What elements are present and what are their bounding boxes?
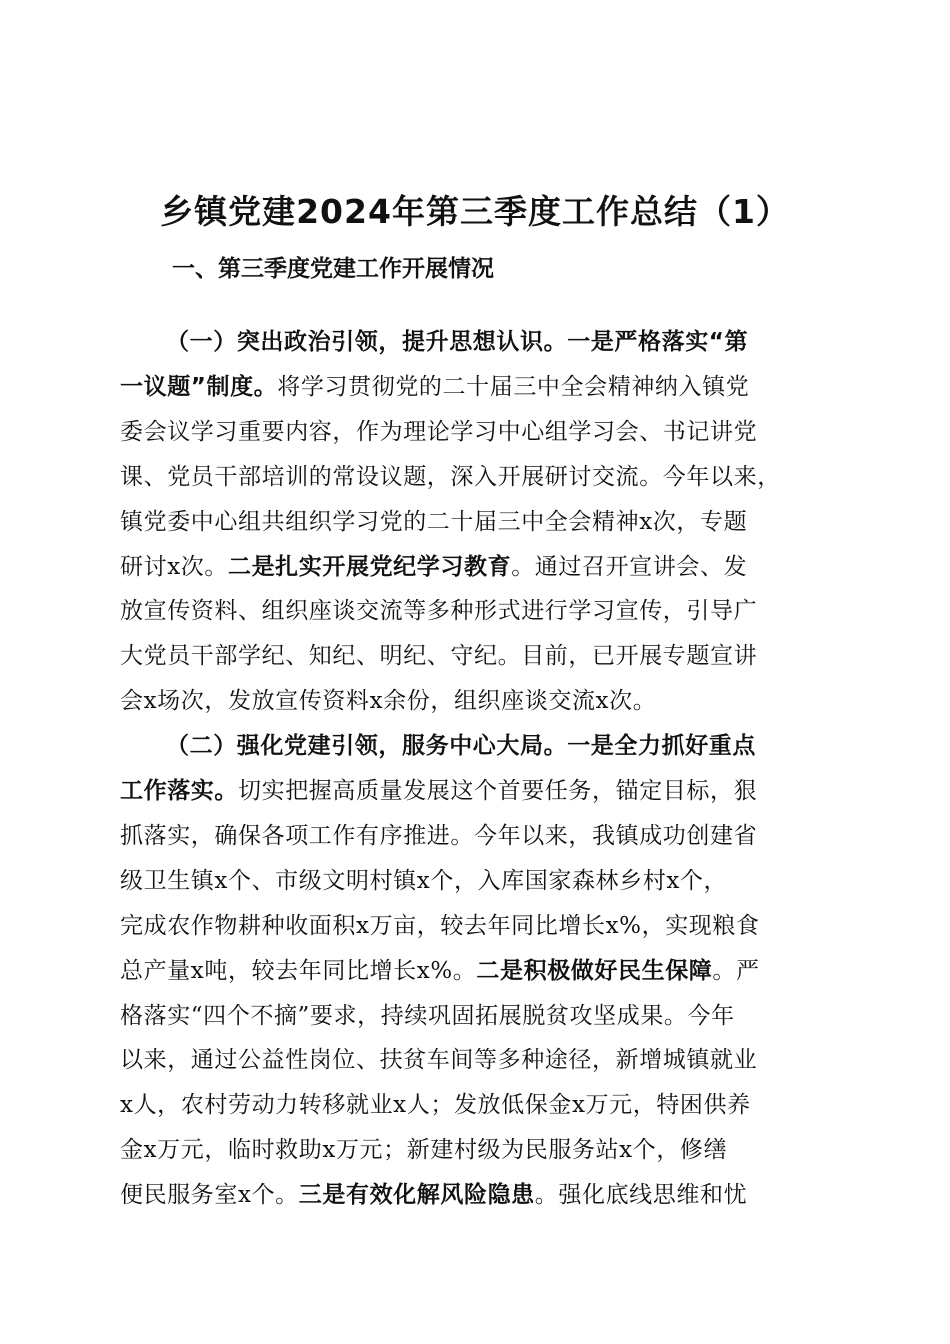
- text-line: [120, 814, 826, 858]
- text-line: [120, 859, 826, 903]
- bold-text-segment: 二是积极做好民生保障: [476, 957, 713, 984]
- text-line: [120, 1083, 826, 1127]
- text-line: [120, 904, 826, 948]
- text-segment: 。严: [712, 957, 760, 984]
- text-line: [120, 1038, 826, 1082]
- text-line: [166, 320, 826, 364]
- text-line: [120, 365, 826, 409]
- text-line: [120, 455, 826, 499]
- bold-text-segment: 一议题”制度。: [120, 373, 278, 400]
- text-segment: 将学习贯彻党的二十届三中全会精神纳入镇党: [277, 373, 750, 400]
- bold-text-segment: （一）突出政治引领，提升思想认识。一是严格落实“第: [166, 329, 749, 355]
- text-segment: 研讨x次。: [120, 553, 228, 580]
- text-line: [120, 634, 826, 678]
- text-segment: 。强化底线思维和忧: [534, 1182, 748, 1209]
- text-line: [120, 545, 826, 589]
- text-segment: 课、党员干部培训的常设议题，深入开展研讨交流。今年以来，: [120, 463, 781, 490]
- text-line: [120, 769, 826, 813]
- text-line: [120, 949, 826, 993]
- document-title: 乡镇党建2024年第三季度工作总结（1）: [160, 192, 790, 231]
- text-segment: 抓落实，确保各项工作有序推进。今年以来，我镇成功创建省: [120, 822, 758, 849]
- text-segment: 切实把握高质量发展这个首要任务，锚定目标，狠: [238, 778, 758, 804]
- text-line: [120, 679, 826, 723]
- text-line: [120, 410, 826, 454]
- text-line: [120, 589, 826, 633]
- bold-text-segment: 二是扎实开展党纪学习教育: [227, 553, 512, 580]
- text-segment: 镇党委中心组共组织学习党的二十届三中全会精神x次，专题: [120, 508, 748, 535]
- text-segment: 委会议学习重要内容，作为理论学习中心组学习会、书记讲党: [120, 418, 758, 445]
- text-line: [120, 500, 826, 544]
- text-segment: 会x场次，发放宣传资料x余份，组织座谈交流x次。: [120, 688, 657, 715]
- text-segment: 金x万元，临时救助x万元；新建村级为民服务站x个，修缮: [120, 1137, 728, 1164]
- text-segment: 以来，通过公益性岗位、扶贫车间等多种途径，新增城镇就业: [120, 1047, 758, 1074]
- text-segment: 总产量x吨，较去年同比增长x%。: [120, 957, 477, 984]
- text-segment: x人，农村劳动力转移就业x人；发放低保金x万元，特困供养: [120, 1092, 751, 1119]
- section-heading: 一、第三季度党建工作开展情况: [172, 256, 494, 282]
- bold-text-segment: （二）强化党建引领，服务中心大局。一是全力抓好重点: [166, 733, 756, 760]
- text-line: [120, 1128, 826, 1172]
- text-line: [166, 724, 826, 768]
- text-segment: 便民服务室x个。: [120, 1182, 299, 1209]
- text-segment: 大党员干部学纪、知纪、明纪、守纪。目前，已开展专题宣讲: [120, 643, 758, 670]
- text-segment: 。通过召开宣讲会、发: [511, 553, 748, 580]
- text-line: [120, 994, 826, 1038]
- text-segment: 完成农作物耕种收面积x万亩，较去年同比增长x%，实现粮食: [120, 912, 760, 939]
- text-segment: 格落实“四个不摘”要求，持续巩固拓展脱贫攻坚成果。今年: [120, 1002, 735, 1029]
- text-segment: 级卫生镇x个、市级文明村镇x个，入库国家森林乡村x个，: [120, 867, 728, 894]
- text-line: [120, 1173, 826, 1217]
- bold-text-segment: 工作落实。: [120, 778, 238, 804]
- text-segment: 放宣传资料、组织座谈交流等多种形式进行学习宣传，引导广: [120, 598, 758, 625]
- bold-text-segment: 三是有效化解风险隐患: [298, 1182, 535, 1209]
